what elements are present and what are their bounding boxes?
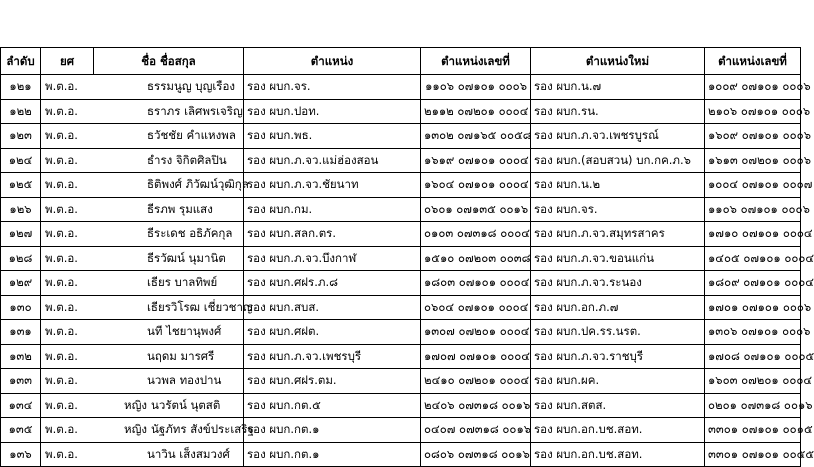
table-row	[1, 99, 801, 124]
header-position: ตำแหน่ง	[244, 48, 421, 75]
position-number: ๑๑๐๖ ๐๗๑๐๑ ๐๐๐๖	[421, 75, 531, 100]
full-name: ธีรภพ รุมแสง	[147, 201, 213, 216]
new-position: รอง ผบก.ผค.	[531, 369, 705, 394]
header-position-number: ตำแหน่งเลขที่	[421, 48, 531, 75]
position-number: ๐๔๐๗ ๐๗๓๑๘ ๐๐๑๖	[421, 418, 531, 443]
row-number: ๑๒๓	[1, 124, 41, 149]
rank-name-cell	[41, 99, 244, 124]
full-name: ธราภร เลิศพรเจริญ	[147, 103, 243, 118]
full-name: นวรัตน์ นุตสติ	[151, 397, 221, 412]
current-position: รอง ผบก.ภ.จว.ชัยนาท	[244, 173, 421, 198]
row-number: ๑๓๖	[1, 442, 41, 467]
header-rank: ยศ	[41, 48, 94, 75]
new-position-number: ๑๔๐๕ ๐๗๑๐๑ ๐๐๐๔	[705, 246, 801, 271]
position-number: ๑๗๐๗ ๐๗๑๐๑ ๐๐๐๔	[421, 344, 531, 369]
full-name: ธีระเดช อธิภัคกุล	[147, 226, 233, 240]
rank-name-cell	[41, 418, 254, 443]
position-number: ๑๘๐๓ ๐๗๑๐๑ ๐๐๐๔	[421, 271, 531, 296]
table-row	[1, 246, 801, 271]
new-position-number: ๑๗๑๐ ๐๗๑๐๑ ๐๐๐๔	[705, 222, 801, 247]
table-row	[1, 418, 801, 443]
new-position: รอง ผบก.ภ.จว.เพชรบูรณ์	[531, 124, 705, 149]
row-number: ๑๓๔	[1, 393, 41, 418]
new-position: รอง ผบก.จร.	[531, 197, 705, 222]
row-number: ๑๒๖	[1, 197, 41, 222]
rank: พ.ต.อ.	[45, 299, 78, 314]
full-name: นฤดม มารศรี	[147, 348, 215, 363]
honorific: หญิง	[124, 422, 147, 436]
new-position: รอง ผบก.ภ.จว.ราชบุรี	[531, 344, 705, 369]
rank: พ.ต.อ.	[45, 128, 78, 142]
new-position: รอง ผบก.ปค.รร.นรต.	[531, 320, 705, 345]
new-position: รอง ผบก.อก.ภ.๗	[531, 295, 705, 320]
current-position: รอง ผบก.พธ.	[244, 124, 421, 149]
row-number: ๑๒๗	[1, 222, 41, 247]
rank-name-cell	[41, 344, 244, 369]
rank-name-cell	[41, 369, 244, 394]
rank: พ.ต.อ.	[45, 79, 78, 93]
new-position: รอง ผบก.อก.บช.สอท.	[531, 418, 705, 443]
rank: พ.ต.อ.	[45, 422, 78, 436]
current-position: รอง ผบก.จร.	[244, 75, 421, 100]
position-number: ๑๖๑๙ ๐๗๑๐๑ ๐๐๐๔	[421, 148, 531, 173]
new-position: รอง ผบก.สตส.	[531, 393, 705, 418]
row-number: ๑๒๔	[1, 148, 41, 173]
new-position: รอง ผบก.(สอบสวน) บก.กค.ภ.๖	[531, 148, 705, 173]
new-position-number: ๒๑๐๖ ๐๗๑๐๑ ๐๐๐๖	[705, 99, 801, 124]
rank-name-cell	[41, 197, 244, 222]
current-position: รอง ผบก.กต.๑	[244, 442, 421, 467]
table-row	[1, 295, 801, 320]
rank: พ.ต.อ.	[45, 177, 78, 191]
header-name: ชื่อ ชื่อสกุล	[94, 48, 244, 75]
rank-name-cell	[41, 295, 253, 320]
position-number: ๒๔๐๖ ๐๗๓๑๘ ๐๐๑๖	[421, 393, 531, 418]
rank: พ.ต.อ.	[45, 250, 78, 265]
new-position-number: ๐๒๐๑ ๐๗๓๑๘ ๐๐๑๖	[705, 393, 801, 418]
rank: พ.ต.อ.	[45, 201, 78, 216]
header-no: ลำดับ	[1, 48, 41, 75]
position-number: ๒๔๑๐ ๐๗๒๐๑ ๐๐๐๔	[421, 369, 531, 394]
row-number: ๑๓๕	[1, 418, 41, 443]
new-position-number: ๑๐๐๔ ๐๗๑๐๑ ๐๐๐๗	[705, 173, 801, 198]
row-number: ๑๓๓	[1, 369, 41, 394]
new-position-number: ๑๖๑๓ ๐๗๒๐๑ ๐๐๐๖	[705, 148, 801, 173]
row-number: ๑๒๕	[1, 173, 41, 198]
full-name: ธรรมนูญ บุญเรือง	[147, 79, 235, 93]
row-number: ๑๓๒	[1, 344, 41, 369]
full-name: ธำรง จิกิตศิลปิน	[147, 152, 227, 167]
new-position-number: ๑๖๐๙ ๐๗๑๐๑ ๐๐๐๖	[705, 124, 801, 149]
position-number: ๐๑๐๓ ๐๗๓๑๘ ๐๐๐๔	[421, 222, 531, 247]
new-position: รอง ผบก.น.๒	[531, 173, 705, 198]
row-number: ๑๒๑	[1, 75, 41, 100]
rank-name-cell	[41, 393, 244, 418]
rank-name-cell	[41, 124, 244, 149]
position-number: ๑๓๐๒ ๐๗๑๖๕ ๐๐๕๘	[421, 124, 531, 149]
rank-name-cell	[41, 173, 249, 198]
personnel-table	[0, 47, 814, 467]
new-position-number: ๑๑๐๖ ๐๗๑๐๑ ๐๐๐๖	[705, 197, 801, 222]
rank: พ.ต.อ.	[45, 348, 78, 363]
rank-name-cell	[41, 442, 244, 467]
table-header-row	[1, 48, 801, 75]
current-position: รอง ผบก.ภ.จว.บึงกาฬ	[244, 246, 421, 271]
full-name: นที ไชยานุพงศ์	[147, 324, 222, 338]
current-position: รอง ผบก.กต.๕	[244, 393, 421, 418]
row-number: ๑๓๑	[1, 320, 41, 345]
table-row	[1, 124, 801, 149]
current-position: รอง ผบก.ภ.จว.แม่ฮ่องสอน	[244, 148, 421, 173]
table-row	[1, 148, 801, 173]
table-row	[1, 173, 801, 198]
new-position: รอง ผบก.ภ.จว.ขอนแก่น	[531, 246, 705, 271]
new-position-number: ๓๓๐๑ ๐๗๑๐๑ ๐๐๑๕	[705, 418, 801, 443]
table-row	[1, 393, 801, 418]
new-position: รอง ผบก.น.๗	[531, 75, 705, 100]
new-position-number: ๑๘๐๙ ๐๗๑๐๑ ๐๐๐๔	[705, 271, 801, 296]
full-name: ธวัชชัย คำแหงพล	[147, 128, 236, 142]
current-position: รอง ผบก.สบส.	[244, 295, 421, 320]
header-new-position: ตำแหน่งใหม่	[531, 48, 705, 75]
new-position-number: ๑๗๐๘ ๐๗๑๐๑ ๐๐๐๕	[705, 344, 801, 369]
rank-name-cell	[41, 271, 244, 296]
rank-name-cell	[41, 320, 244, 345]
table-row	[1, 369, 801, 394]
current-position: รอง ผบก.ศฝร.ตม.	[244, 369, 421, 394]
table-row	[1, 222, 801, 247]
rank: พ.ต.อ.	[45, 373, 78, 387]
new-position: รอง ผบก.ภ.จว.ระนอง	[531, 271, 705, 296]
new-position-number: ๑๐๐๙ ๐๗๑๐๑ ๐๐๐๖	[705, 75, 801, 100]
row-number: ๑๓๐	[1, 295, 41, 320]
position-number: ๑๕๑๐ ๐๗๒๐๓ ๐๐๓๘	[421, 246, 531, 271]
position-number: ๑๓๐๗ ๐๗๒๐๑ ๐๐๐๔	[421, 320, 531, 345]
table-row	[1, 320, 801, 345]
new-position-number: ๑๖๐๓ ๐๗๒๐๑ ๐๐๐๔	[705, 369, 801, 394]
full-name: ธิติพงศ์ ภิวัฒน์วุฒิกุล	[147, 177, 249, 191]
full-name: นัฐภัทร สังข์ประเสริฐ	[151, 422, 254, 436]
current-position: รอง ผบก.ภ.จว.เพชรบุรี	[244, 344, 421, 369]
full-name: เธียรวิโรฒ เชี่ยวชาญ	[147, 299, 253, 314]
table-row	[1, 442, 801, 467]
rank-name-cell	[41, 148, 244, 173]
rank: พ.ต.อ.	[45, 397, 78, 412]
position-number: ๒๑๑๒ ๐๗๒๐๑ ๐๐๐๔	[421, 99, 531, 124]
current-position: รอง ผบก.กม.	[244, 197, 421, 222]
full-name: ธีรวัฒน์ นุมานิต	[147, 250, 226, 265]
new-position: รอง ผบก.รน.	[531, 99, 705, 124]
rank: พ.ต.อ.	[45, 226, 78, 240]
row-number: ๑๒๘	[1, 246, 41, 271]
new-position-number: ๓๓๐๑ ๐๗๑๐๑ ๐๐๕๕	[705, 442, 801, 467]
full-name: เธียร บาลทิพย์	[147, 275, 218, 289]
full-name: นาวิน เส็งสมวงศ์	[147, 446, 230, 461]
new-position: รอง ผบก.ภ.จว.สมุทรสาคร	[531, 222, 705, 247]
position-number: ๐๘๐๖ ๐๗๓๑๘ ๐๐๑๖	[421, 442, 531, 467]
current-position: รอง ผบก.สลก.ตร.	[244, 222, 421, 247]
rank: พ.ต.อ.	[45, 275, 78, 289]
rank: พ.ต.อ.	[45, 152, 78, 167]
rank: พ.ต.อ.	[45, 446, 78, 461]
rank: พ.ต.อ.	[45, 324, 78, 338]
new-position: รอง ผบก.อก.บช.สอท.	[531, 442, 705, 467]
rank-name-cell	[41, 222, 244, 247]
table-row	[1, 344, 801, 369]
table-row	[1, 271, 801, 296]
table-row	[1, 197, 801, 222]
full-name: นวพล ทองปาน	[147, 373, 222, 387]
header-new-position-number: ตำแหน่งเลขที่	[705, 48, 801, 75]
rank-name-cell	[41, 75, 244, 100]
current-position: รอง ผบก.ศฝร.ภ.๘	[244, 271, 421, 296]
position-number: ๐๖๐๔ ๐๗๑๐๑ ๐๐๐๔	[421, 295, 531, 320]
current-position: รอง ผบก.ศฝต.	[244, 320, 421, 345]
position-number: ๐๖๐๑ ๐๗๑๓๕ ๐๐๑๖	[421, 197, 531, 222]
row-number: ๑๒๒	[1, 99, 41, 124]
honorific: หญิง	[124, 397, 147, 412]
table-row	[1, 75, 801, 100]
new-position-number: ๑๗๐๑ ๐๗๑๐๑ ๐๐๐๖	[705, 295, 801, 320]
rank-name-cell	[41, 246, 244, 271]
new-position-number: ๑๓๐๖ ๐๗๑๐๑ ๐๐๐๖	[705, 320, 801, 345]
current-position: รอง ผบก.กต.๑	[244, 418, 421, 443]
rank: พ.ต.อ.	[45, 103, 78, 118]
position-number: ๑๖๐๔ ๐๗๑๐๑ ๐๐๐๔	[421, 173, 531, 198]
current-position: รอง ผบก.ปอท.	[244, 99, 421, 124]
row-number: ๑๒๙	[1, 271, 41, 296]
